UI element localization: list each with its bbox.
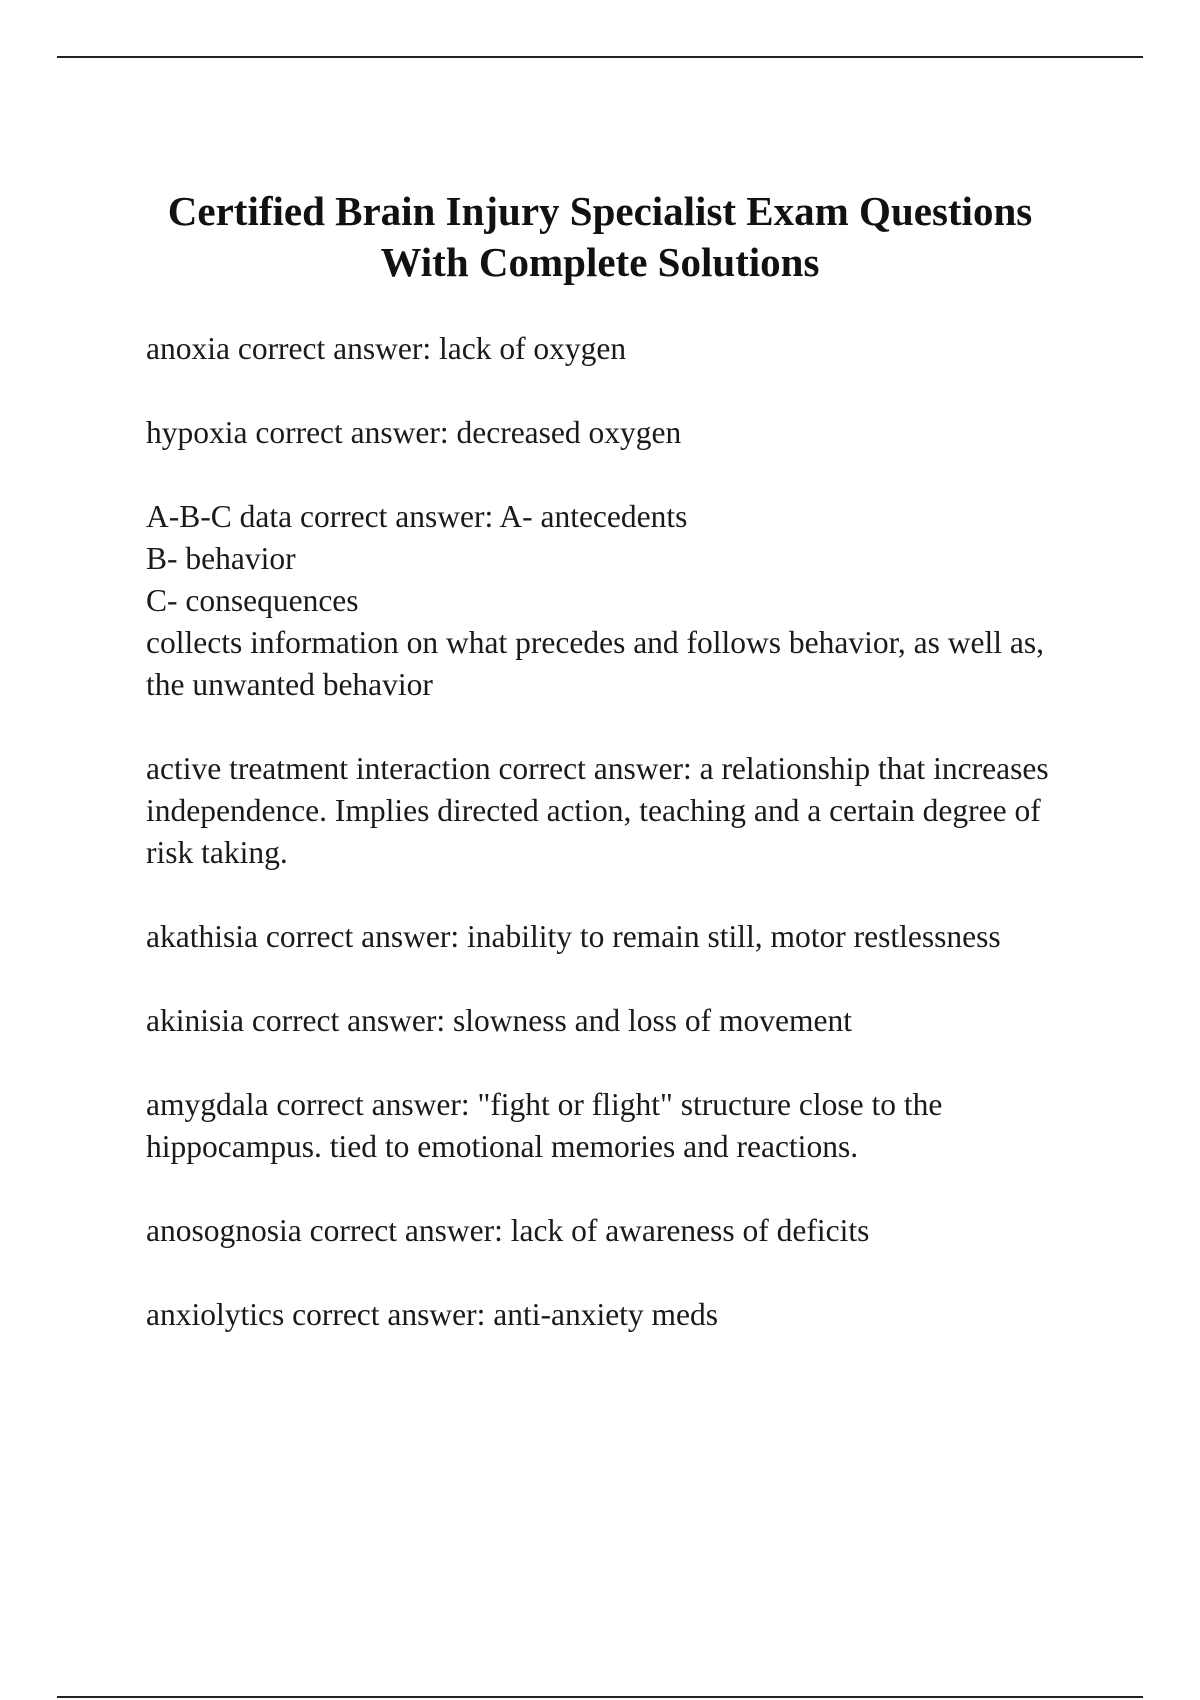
qa-entry-akathisia bbox=[146, 916, 1086, 958]
qa-text-line-4: collects information on what precedes and follows behavior, as well as, the unwanted behavior bbox=[146, 625, 1044, 702]
page-title bbox=[100, 186, 1100, 288]
qa-text: A-B-C data correct answer: A- antecedents bbox=[146, 499, 688, 534]
qa-entry-amygdala bbox=[146, 1084, 1086, 1168]
qa-entry-abc-data bbox=[146, 496, 1086, 706]
qa-text: amygdala correct answer: "fight or flight" structure close to the hippocampus. tied to emotional memories and reactions. bbox=[146, 1087, 943, 1164]
title-line-2: With Complete Solutions bbox=[380, 239, 820, 285]
qa-entry-hypoxia bbox=[146, 412, 1086, 454]
top-divider bbox=[57, 56, 1143, 58]
qa-text: akathisia correct answer: inability to remain still, motor restlessness bbox=[146, 919, 1001, 954]
qa-entry-active-treatment bbox=[146, 748, 1086, 874]
qa-entry-anoxia bbox=[146, 328, 1086, 370]
qa-entry-anosognosia bbox=[146, 1210, 1086, 1252]
qa-text: anxiolytics correct answer: anti-anxiety meds bbox=[146, 1297, 719, 1332]
bottom-divider bbox=[57, 1696, 1143, 1698]
qa-entry-akinisia bbox=[146, 1000, 1086, 1042]
qa-list bbox=[146, 328, 1086, 1378]
qa-text-line-2: B- behavior bbox=[146, 541, 296, 576]
qa-text: anoxia correct answer: lack of oxygen bbox=[146, 331, 627, 366]
qa-text: akinisia correct answer: slowness and loss of movement bbox=[146, 1003, 852, 1038]
qa-text-line-3: C- consequences bbox=[146, 583, 359, 618]
title-line-1: Certified Brain Injury Specialist Exam Questions bbox=[167, 188, 1033, 234]
qa-entry-anxiolytics bbox=[146, 1294, 1086, 1336]
qa-text: anosognosia correct answer: lack of awareness of deficits bbox=[146, 1213, 870, 1248]
qa-text: active treatment interaction correct answer: a relationship that increases independence. Implies directed action, teaching and a certain degree of risk taking. bbox=[146, 751, 1049, 870]
qa-text: hypoxia correct answer: decreased oxygen bbox=[146, 415, 682, 450]
